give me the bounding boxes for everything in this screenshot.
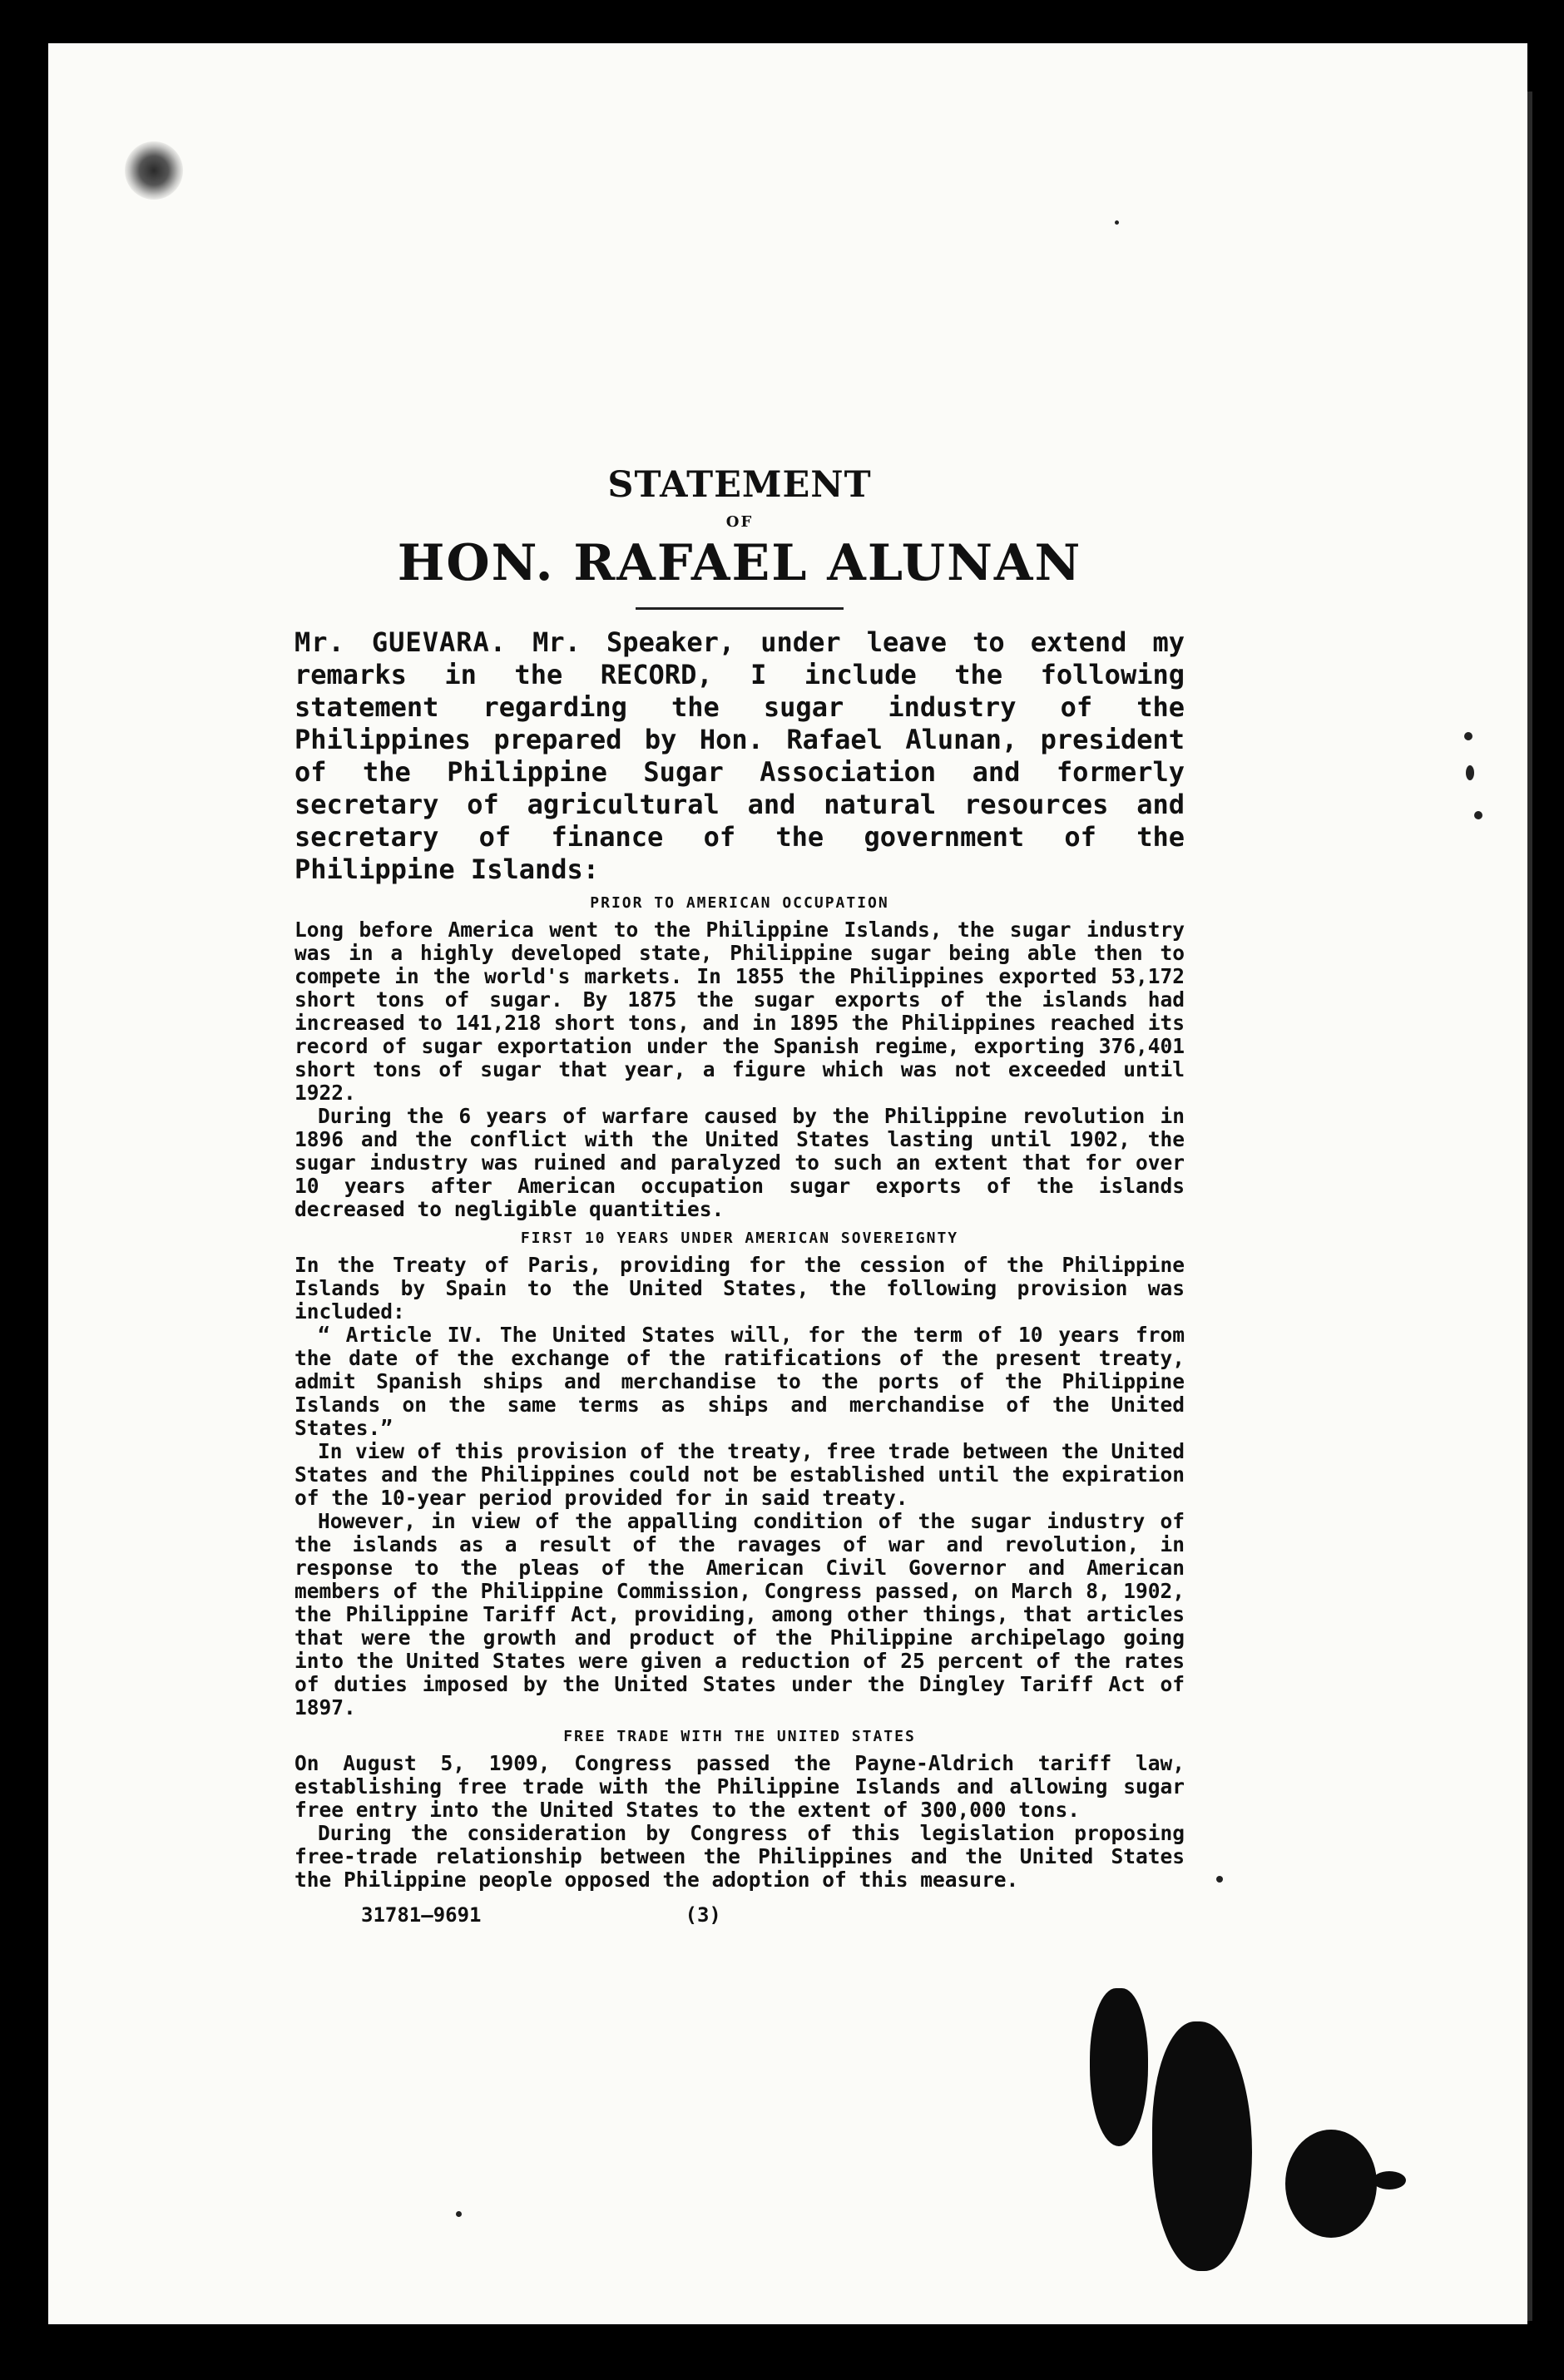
intro-paragraph [294, 626, 1185, 886]
section-paragraph: On August 5, 1909, Congress passed the Payne-Aldrich tariff law, establishing free trade with the Philippine Islands and allowing sugar free entry into the United States to the extent of 300,000 tons. [294, 1751, 1185, 1823]
section-heading: PRIOR TO AMERICAN OCCUPATION [590, 894, 889, 913]
intro-text: Mr. Speaker, under leave to extend my remarks in the RECORD, I include the following statement regarding the sugar industry of the Philippines prepared by Hon. Rafael Alunan, president of the Philippine Sugar Association and formerly secretary of agricultural and natural resources and secretary of finance of the government of the Philippine Islands: [294, 626, 1185, 886]
ink-dot [1474, 811, 1482, 819]
ink-dot [1216, 1876, 1223, 1883]
page-edge-shadow [1527, 92, 1532, 2321]
title-divider [636, 607, 844, 610]
title-connector: OF [725, 513, 754, 532]
page-footer [294, 1903, 1185, 1927]
section-heading: FIRST 10 YEARS UNDER AMERICAN SOVEREIGNTY [520, 1230, 959, 1248]
section-heading: FREE TRADE WITH THE UNITED STATES [563, 1728, 916, 1746]
section-paragraph: However, in view of the appalling condition of the sugar industry of the islands as a result of the ravages of war and revolution, in response to the pleas of the American Civil Governor and American members of the Philippine Commission, Congress passed, on March 8, 1902, the Philippine Tariff Act, providing, among other things, that articles that were the growth and product of the Philippine archipelago going into the United States were given a reduction of 25 percent of the rates of duties imposed by the United States under the Dingley Tariff Act of 1897. [294, 1509, 1185, 1720]
ink-dot [1466, 765, 1474, 780]
ink-blot-4 [1373, 2171, 1406, 2190]
section-paragraph: During the 6 years of warfare caused by the Philippine revolution in 1896 and the conflict with the United States lasting until 1902, the sugar industry was ruined and paralyzed to such an extent that for over 10 years after American occupation sugar exports of the islands decreased to negligible quantities. [294, 1104, 1185, 1222]
page-number: (3) [685, 1903, 721, 1927]
ink-dot [1464, 732, 1472, 740]
section-paragraph: Long before America went to the Philippine Islands, the sugar industry was in a highly developed state, Philippine sugar being able then to compete in the world's markets. In 1855 the Philippines exported 53,172 short tons of sugar. By 1875 the sugar exports of the islands had increased to 141,218 short tons, and in 1895 the Philippines reached its record of sugar exportation under the Spanish regime, exporting 376,401 short tons of sugar that year, a figure which was not exceeded until 1922. [294, 918, 1185, 1106]
speaker-name: Mr. GUEVARA. [294, 626, 507, 659]
section-paragraph: In the Treaty of Paris, providing for the cession of the Philippine Islands by Spain to the United States, the following provision was included: [294, 1253, 1185, 1324]
document-code: 31781—9691 [361, 1903, 482, 1927]
ink-dot [1115, 220, 1119, 225]
author-name: HON. RAFAEL ALUNAN [397, 534, 1082, 593]
ink-blot-3 [1285, 2130, 1377, 2238]
document-body [294, 466, 1185, 1927]
document-title: STATEMENT [607, 464, 872, 506]
ink-dot [456, 2211, 462, 2217]
ink-blot-1 [1090, 1988, 1148, 2146]
section-paragraph: In view of this provision of the treaty, free trade between the United States and the Philippines could not be established until the expiration of the 10-year period provided for in said treaty. [294, 1439, 1185, 1511]
section-paragraph: During the consideration by Congress of this legislation proposing free-trade relationship between the Philippines and the United States the Philippine people opposed the adoption of this measure. [294, 1821, 1185, 1893]
ink-smudge-top-left [125, 141, 183, 200]
quoted-article: “ Article IV. The United States will, for the term of 10 years from the date of the exchange of the ratifications of the present treaty, admit Spanish ships and merchandise to the ports of the Philippine Islands on the same terms as ships and merchandise of the United States.” [294, 1323, 1185, 1441]
